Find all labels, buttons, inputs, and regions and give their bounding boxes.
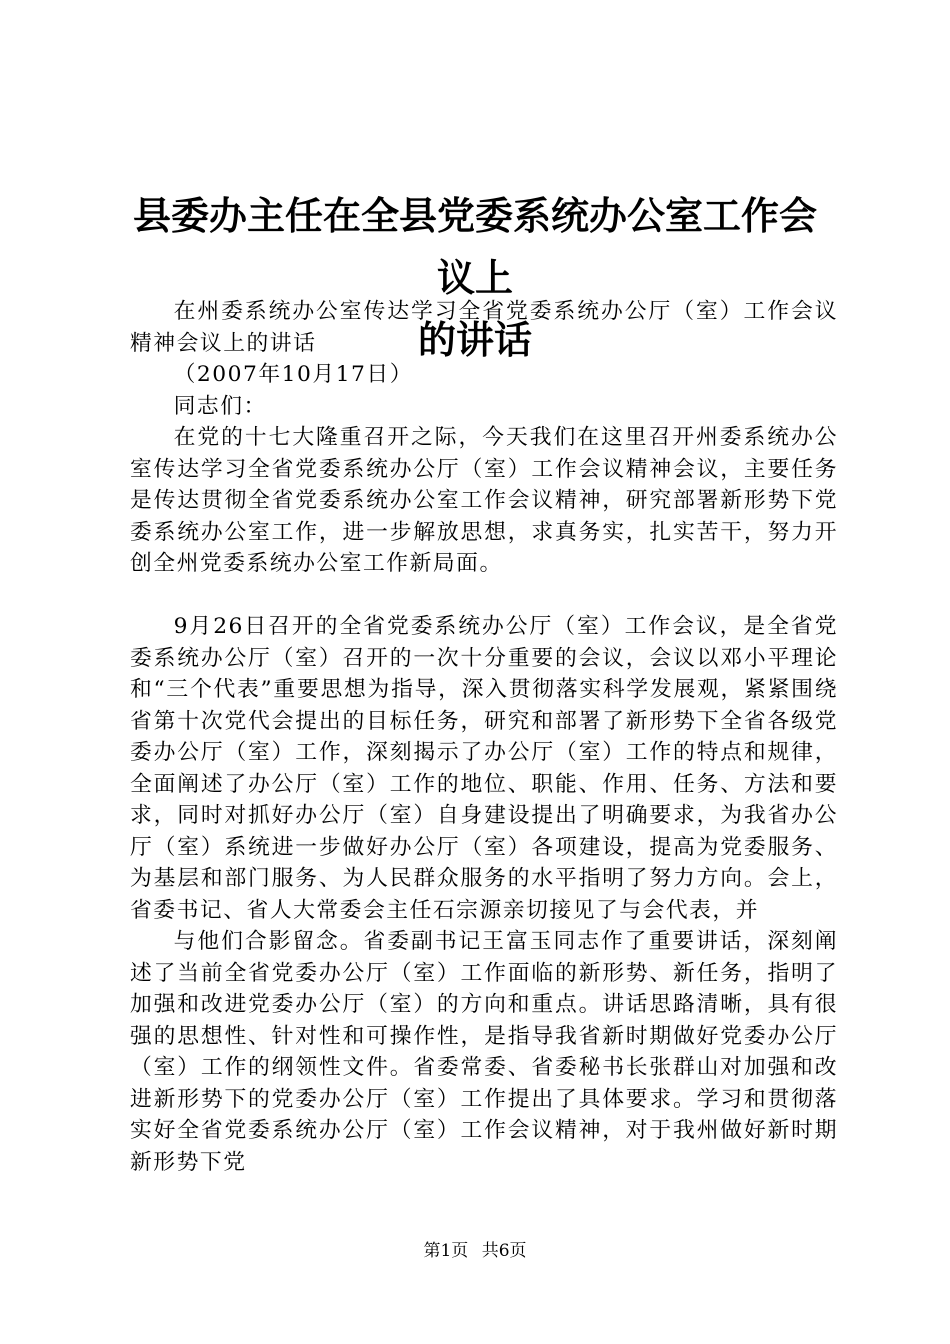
page-total: 共6页 (481, 1241, 527, 1261)
body-paragraph: 9月26日召开的全省党委系统办公厅（室）工作会议，是全省党委系统办公厅（室）召开的一次十分重要的会议，会议以邓小平理论和“三个代表”重要思想为指导，深入贯彻落实科学发展观，紧紧围绕省第十次党代会提出的目标任务，研究和部署了新形势下全省各级党委办公厅（室）工作，深刻揭示了办公厅（室）工作的特点和规律，全面阐述了办公厅（室）工作的地位、职能、作用、任务、方法和要求，同时对抓好办公厅（室）自身建设提出了明确要求，为我省办公厅（室）系统进一步做好办公厅（室）各项建设，提高为党委服务、为基层和部门服务、为人民群众服务的水平指明了努力方向。会上，省委书记、省人大常委会主任石宗源亲切接见了与会代表，并 (130, 614, 838, 923)
document-body (130, 296, 838, 1178)
title-line-1: 县委办主任在全县党委系统办公室工作会议上 (132, 194, 817, 300)
subtitle-paragraph: 在州委系统办公室传达学习全省党委系统办公厅（室）工作会议精神会议上的讲话 (130, 299, 838, 356)
page-footer (0, 1240, 950, 1262)
page-number: 第1页 (423, 1241, 469, 1261)
salutation-paragraph: 同志们： (173, 393, 267, 419)
date-paragraph: （2007年10月17日） (173, 362, 414, 387)
title-line-2: 的讲话 (417, 318, 532, 362)
body-paragraph: 与他们合影留念。省委副书记王富玉同志作了重要讲话，深刻阐述了当前全省党委办公厅（室）工作面临的新形势、新任务，指明了加强和改进党委办公厅（室）的方向和重点。讲话思路清晰，具有很强的思想性、针对性和可操作性，是指导我省新时期做好党委办公厅（室）工作的纲领性文件。省委常委、省委秘书长张群山对加强和改进新形势下的党委办公厅（室）工作提出了具体要求。学习和贯彻落实好全省党委系统办公厅（室）工作会议精神，对于我州做好新时期新形势下党 (130, 929, 838, 1175)
body-paragraph: 在党的十七大隆重召开之际，今天我们在这里召开州委系统办公室传达学习全省党委系统办公厅（室）工作会议精神会议，主要任务是传达贯彻全省党委系统办公室工作会议精神，研究部署新形势下党委系统办公室工作，进一步解放思想，求真务实，扎实苦干，努力开创全州党委系统办公室工作新局面。 (130, 425, 838, 576)
